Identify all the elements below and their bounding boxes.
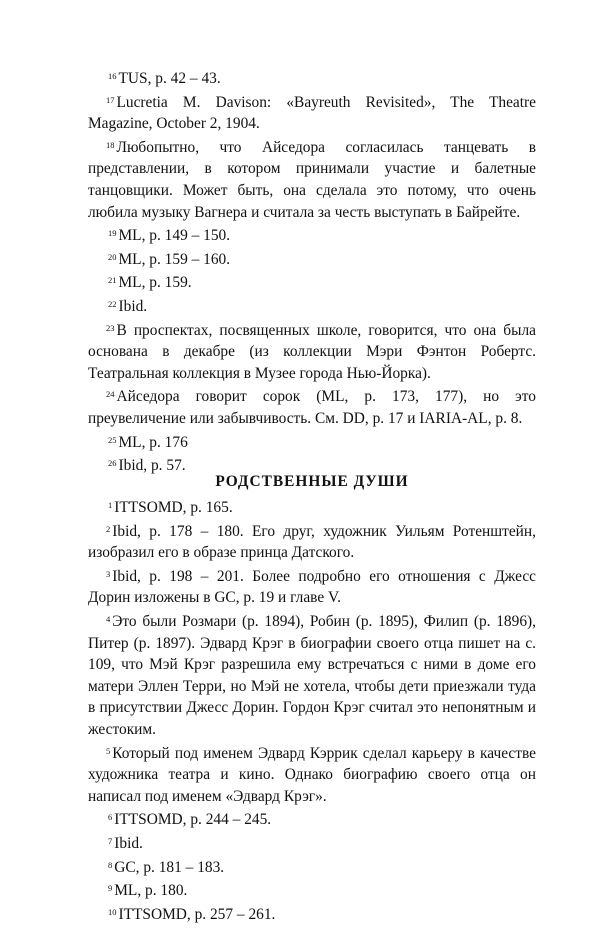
footnote-number: 23 bbox=[106, 322, 115, 333]
footnote-number: 3 bbox=[106, 568, 111, 579]
footnote-text: Lucretia M. Davison: «Bayreuth Revisited», The Theatre Magazine, October 2, 1904. bbox=[88, 93, 536, 133]
footnote-text: Любопытно, что Айседора согласилась танцевать в представлении, в котором принимали участие и балетные танцовщики. Может быть, она сделала это потому, что очень любила музыку Вагнера и считала за честь выступать в Байрейте. bbox=[88, 138, 536, 221]
footnote bbox=[88, 902, 536, 926]
footnote-number: 4 bbox=[106, 613, 111, 624]
footnote bbox=[88, 247, 536, 271]
footnote bbox=[88, 495, 536, 519]
footnote bbox=[88, 430, 536, 454]
footnote bbox=[88, 223, 536, 247]
footnote-text: Это были Розмари (р. 1894), Робин (р. 1895), Филип (р. 1896), Питер (р. 1897). Эдвард Крэг в биографии своего отца пишет на с. 109, что Мэй Крэг разрешила ему встречаться с ними в доме его матери Эллен Терри, но Мэй не хотела, чтобы дети приезжали туда в присутствии Джесс Дорин. Гордон Крэг считал это непонятным и жестоким. bbox=[88, 612, 536, 738]
footnote-text: Айседора говорит сорок (ML, p. 173, 177), но это преувеличение или забывчивость. См. DD, p. 17 и IARIA-AL, p. 8. bbox=[88, 388, 536, 427]
footnote-text: Который под именем Эдвард Кэррик сделал карьеру в качестве художника театра и кино. Однако биографию своего отца он написал под именем «Эдвард Крэг». bbox=[88, 744, 536, 805]
footnote-text: TUS, p. 42 – 43. bbox=[118, 70, 221, 87]
footnote-number: 20 bbox=[108, 251, 117, 262]
footnote-number: 16 bbox=[108, 71, 117, 81]
footnote-text: ITTSOMD, p. 257 – 261. bbox=[118, 905, 276, 923]
footnote bbox=[88, 519, 536, 564]
footnote-number: 1 bbox=[108, 500, 113, 510]
footnote-number: 22 bbox=[108, 298, 117, 309]
footnote-number: 21 bbox=[108, 275, 117, 286]
footnote-text: ITTSOMD, p. 244 – 245. bbox=[114, 811, 272, 829]
footnote bbox=[88, 807, 536, 831]
notes-top bbox=[88, 66, 536, 477]
footnote-number: 5 bbox=[106, 745, 111, 756]
footnote bbox=[88, 741, 536, 808]
footnote-number: 26 bbox=[108, 458, 117, 469]
footnote bbox=[88, 855, 536, 879]
footnote-number: 25 bbox=[108, 434, 117, 445]
footnote-text: В проспектах, посвященных школе, говорится, что она была основана в декабре (из коллекции Мэри Фэнтон Робертс. Театральная коллекция в Музее города Нью-Йорка). bbox=[88, 321, 536, 382]
footnote-number: 2 bbox=[106, 523, 111, 534]
footnote-number: 17 bbox=[106, 94, 115, 105]
footnote bbox=[88, 66, 536, 90]
section-heading: РОДСТВЕННЫЕ ДУШИ bbox=[215, 473, 409, 490]
notes-bottom bbox=[88, 495, 536, 925]
footnote-number: 8 bbox=[108, 859, 113, 870]
footnote-number: 18 bbox=[106, 139, 115, 150]
footnote-number: 6 bbox=[108, 812, 113, 823]
footnote-text: ML, p. 180. bbox=[114, 882, 188, 900]
footnote-number: 24 bbox=[106, 389, 115, 400]
footnote-number: 9 bbox=[108, 883, 113, 894]
footnote bbox=[88, 318, 536, 385]
footnote-text: Ibid, p. 178 – 180. Его друг, художник Уильям Ротенштейн, изобразил его в образе принца Датского. bbox=[88, 522, 536, 562]
footnote-text: ITTSOMD, p. 165. bbox=[114, 499, 233, 516]
footnote bbox=[88, 609, 536, 741]
footnote-text: ML, p. 159. bbox=[118, 274, 192, 292]
footnote-number: 10 bbox=[108, 906, 117, 917]
footnote-text: Ibid. bbox=[114, 834, 143, 852]
footnote bbox=[88, 294, 536, 318]
footnote-text: ML, p. 176 bbox=[118, 433, 188, 451]
footnote-text: Ibid, p. 57. bbox=[118, 457, 186, 475]
footnote bbox=[88, 270, 536, 294]
footnote-text: GC, p. 181 – 183. bbox=[114, 858, 225, 876]
footnote bbox=[88, 831, 536, 855]
footnote bbox=[88, 90, 536, 135]
footnote bbox=[88, 384, 536, 429]
footnote bbox=[88, 564, 536, 609]
footnote-text: ML, p. 159 – 160. bbox=[118, 250, 231, 268]
footnote-text: ML, p. 149 – 150. bbox=[118, 227, 231, 245]
footnote-text: Ibid. bbox=[118, 297, 148, 315]
section-heading-block bbox=[88, 471, 536, 493]
footnote bbox=[88, 135, 536, 223]
footnote bbox=[88, 878, 536, 902]
footnote-number: 19 bbox=[108, 228, 117, 239]
footnote-number: 7 bbox=[108, 835, 113, 846]
footnote-text: Ibid, p. 198 – 201. Более подробно его отношения с Джесс Дорин изложены в GC, p. 19 и главе V. bbox=[88, 567, 536, 607]
